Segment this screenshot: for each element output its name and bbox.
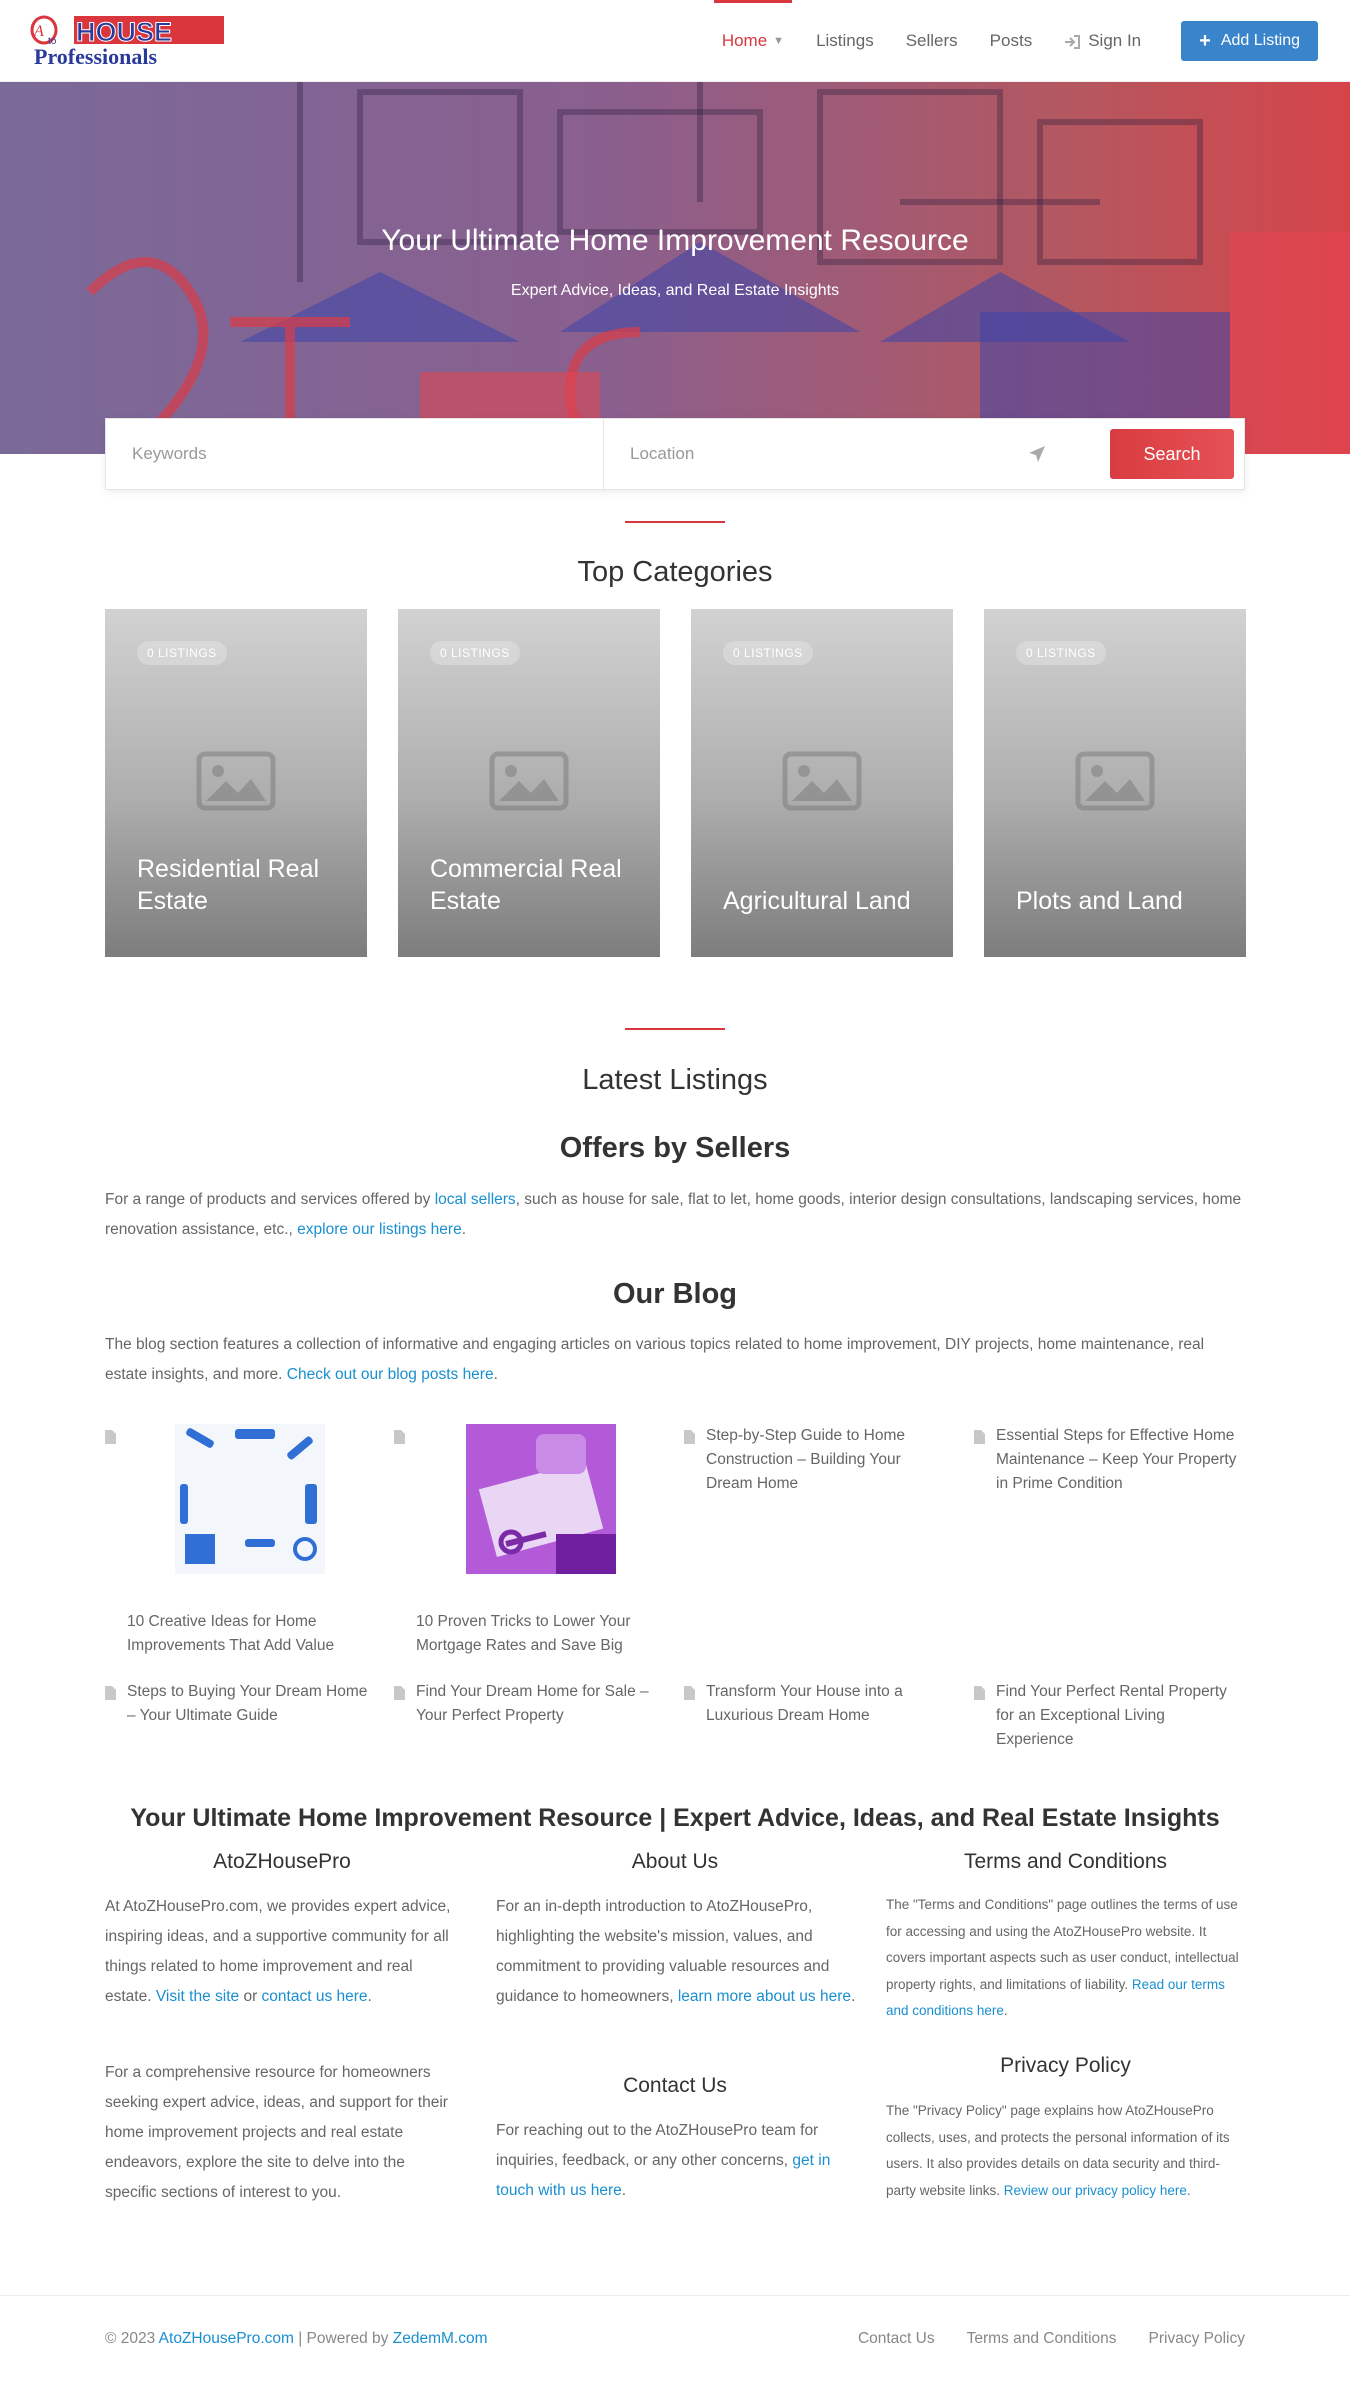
post-title: Essential Steps for Effective Home Maintenance – Keep Your Property in Prime Condition [996, 1427, 1237, 1492]
nav-listings[interactable]: Listings [816, 31, 874, 50]
svg-text:A: A [34, 23, 44, 40]
widget-text-terms: The "Terms and Conditions" page outlines the terms of use for accessing and using the AtoZHousePro website. It covers important aspects such as user conduct, intellectual property rights, and limitations of liability. Read our terms and conditions here. [886, 1897, 1239, 2018]
learn-more-link[interactable]: learn more about us here [677, 1988, 851, 2005]
widget-title-terms: Terms and Conditions [963, 1850, 1168, 1873]
local-sellers-link[interactable]: local sellers [434, 1191, 516, 1208]
footer-link-privacy[interactable]: Privacy Policy [1148, 2330, 1245, 2347]
footer-links [858, 2330, 1245, 2348]
signin-label: Sign In [1088, 31, 1142, 50]
footer-link-contact[interactable]: Contact Us [857, 2330, 935, 2347]
site-link[interactable]: AtoZHousePro.com [158, 2330, 294, 2347]
visit-site-link[interactable]: Visit the site [155, 1988, 240, 2005]
svg-text:to: to [48, 36, 57, 47]
document-icon [394, 1686, 405, 1700]
listing-count-badge: 0 LISTINGS [430, 641, 520, 665]
nav-home[interactable] [706, 0, 800, 82]
category-card-commercial[interactable] [398, 609, 660, 957]
document-icon [684, 1430, 695, 1444]
hero-title: Your Ultimate Home Improvement Resource [381, 224, 969, 257]
nav-home-label: Home [721, 31, 768, 50]
listing-count-badge: 0 LISTINGS [1016, 641, 1106, 665]
post-title: 10 Creative Ideas for Home Improvements That Add Value [127, 1613, 335, 1654]
locate-arrow-icon[interactable] [1028, 445, 1046, 463]
keywords-input[interactable]: Keywords [106, 419, 604, 489]
nav-signin[interactable] [1048, 0, 1157, 82]
powered-by-link[interactable]: ZedemM.com [392, 2330, 488, 2347]
contact-us-link[interactable]: contact us here [261, 1988, 368, 2005]
footer-bottom-bar [0, 2295, 1350, 2384]
document-icon [105, 1430, 116, 1444]
search-button[interactable]: Search [1110, 429, 1234, 479]
add-listing-button[interactable] [1181, 21, 1318, 61]
blog-post[interactable] [394, 1424, 659, 1664]
footer-headline: Your Ultimate Home Improvement Resource | Expert Advice, Ideas, and Real Estate Insights [130, 1804, 1220, 1832]
post-title: Steps to Buying Your Dream Home – Your Ultimate Guide [127, 1683, 368, 1724]
category-name: Agricultural Land [723, 887, 911, 915]
site-header [0, 0, 1350, 82]
nav-posts[interactable]: Posts [989, 31, 1033, 50]
terms-link[interactable]: Read our terms and conditions here [886, 1976, 1225, 2018]
svg-text:Professionals: Professionals [34, 44, 158, 68]
location-input[interactable] [604, 419, 1074, 489]
hero-subtitle: Expert Advice, Ideas, and Real Estate Insights [510, 282, 840, 299]
copyright: © 2023 AtoZHousePro.com | Powered by ZedemM.com [105, 2330, 488, 2347]
document-icon [394, 1430, 405, 1444]
category-name: Commercial Real Estate [430, 855, 622, 915]
category-name: Plots and Land [1016, 887, 1183, 915]
get-in-touch-link[interactable]: get in touch with us here [496, 2152, 831, 2199]
category-card-agricultural[interactable] [691, 609, 953, 957]
search-bar [105, 418, 1245, 490]
widget-text-contact: For reaching out to the AtoZHousePro team for inquiries, feedback, or any other concerns, get in touch with us here. [496, 2122, 831, 2199]
explore-listings-link[interactable]: explore our listings here [297, 1221, 462, 1238]
image-placeholder-icon [489, 751, 569, 811]
post-title: Step-by-Step Guide to Home Construction – Building Your Dream Home [706, 1427, 906, 1492]
listing-count-badge: 0 LISTINGS [137, 641, 227, 665]
widget-title-about: About Us [631, 1850, 719, 1873]
nav-sellers[interactable]: Sellers [905, 31, 958, 50]
category-card-plots[interactable] [984, 609, 1246, 957]
offers-paragraph: For a range of products and services offered by local sellers, such as house for sale, flat to let, home goods, interior design consultations, landscaping services, home renovation assistance, etc., explore our listings here. [105, 1191, 1242, 1238]
image-placeholder-icon [782, 751, 862, 811]
hero-background-art [0, 82, 1350, 454]
category-card-residential[interactable] [105, 609, 367, 957]
section-divider [625, 1028, 725, 1030]
categories-title: Top Categories [577, 556, 773, 588]
listing-count-badge: 0 LISTINGS [723, 641, 813, 665]
widget-title-privacy: Privacy Policy [1000, 2054, 1131, 2077]
sign-in-icon [1064, 34, 1080, 48]
post-title: Transform Your House into a Luxurious Dream Home [706, 1683, 903, 1724]
image-placeholder-icon [196, 751, 276, 811]
site-logo[interactable] [30, 14, 234, 68]
latest-listings-title: Latest Listings [582, 1064, 768, 1096]
blog-title: Our Blog [612, 1278, 738, 1310]
offers-title: Offers by Sellers [559, 1132, 791, 1164]
post-thumbnail-image [466, 1424, 616, 1574]
location-placeholder: Location [630, 444, 695, 463]
blog-paragraph: The blog section features a collection of informative and engaging articles on various topics related to home improvement, DIY projects, home maintenance, real estate insights, and more. Check out our blog posts here. [105, 1336, 1205, 1383]
plus-icon: + [1199, 30, 1211, 52]
widget-text-privacy: The "Privacy Policy" page explains how AtoZHousePro collects, uses, and protects the personal information of its users. It also provides details on data security and third-party website links. Review our privacy policy here. [886, 2103, 1230, 2198]
document-icon [105, 1686, 116, 1700]
document-icon [684, 1686, 695, 1700]
post-title: 10 Proven Tricks to Lower Your Mortgage Rates and Save Big [416, 1613, 631, 1654]
blog-post[interactable] [105, 1424, 370, 1664]
widget-text-atozhousepro-2: For a comprehensive resource for homeowners seeking expert advice, ideas, and support for their home improvement projects and real estate endeavors, explore the site to delve into the specific sections of interest to you. [105, 2064, 448, 2201]
document-icon [974, 1686, 985, 1700]
svg-text:HOUSE: HOUSE [76, 17, 173, 47]
section-divider [625, 521, 725, 523]
privacy-link[interactable]: Review our privacy policy here [1003, 2182, 1187, 2198]
widget-title-contact: Contact Us [623, 2074, 727, 2097]
post-thumbnail-image [175, 1424, 325, 1574]
blog-posts-link[interactable]: Check out our blog posts here [286, 1366, 494, 1383]
post-title: Find Your Perfect Rental Property for an Exceptional Living Experience [996, 1683, 1227, 1748]
category-name: Residential Real Estate [137, 855, 320, 915]
widget-text-atozhousepro: At AtoZHousePro.com, we provides expert advice, inspiring ideas, and a supportive community for all things related to home improvement and real estate. Visit the site or contact us here. [105, 1898, 451, 2005]
widget-text-about: For an in-depth introduction to AtoZHousePro, highlighting the website's mission, values, and commitment to providing valuable resources and guidance to homeowners, learn more about us here. [496, 1898, 856, 2005]
image-placeholder-icon [1075, 751, 1155, 811]
chevron-down-icon: ▼ [773, 35, 785, 47]
post-title: Find Your Dream Home for Sale – Your Perfect Property [416, 1683, 649, 1724]
add-listing-label: Add Listing [1220, 32, 1300, 49]
footer-link-terms[interactable]: Terms and Conditions [966, 2330, 1117, 2347]
document-icon [974, 1430, 985, 1444]
widget-title-atozhousepro: AtoZHousePro [213, 1850, 351, 1873]
main-nav [706, 0, 1318, 82]
hero-banner [0, 82, 1350, 454]
